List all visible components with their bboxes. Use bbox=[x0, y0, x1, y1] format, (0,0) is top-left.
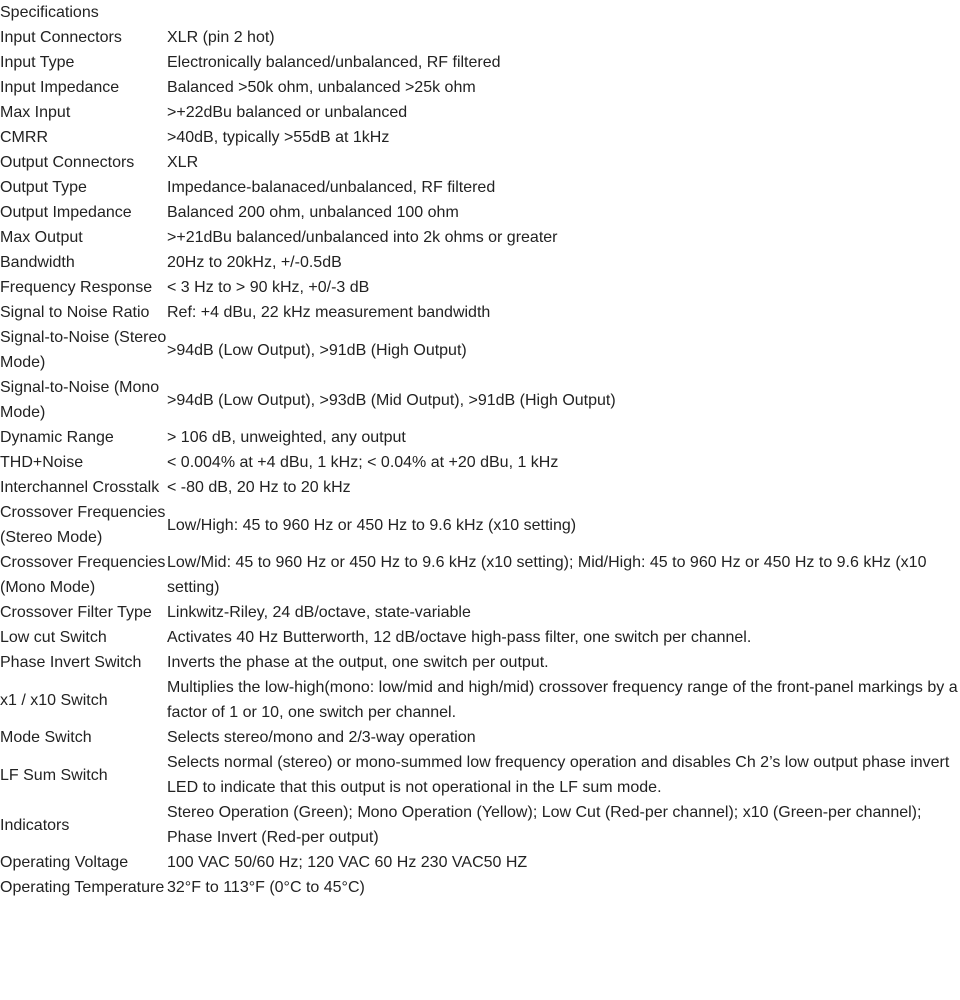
spec-row bbox=[0, 650, 960, 675]
spec-row bbox=[0, 750, 960, 800]
spec-label: Input Impedance bbox=[0, 79, 120, 96]
spec-label: x1 / x10 Switch bbox=[0, 691, 108, 709]
spec-row bbox=[0, 600, 960, 625]
spec-row bbox=[0, 50, 960, 75]
spec-label: Dynamic Range bbox=[0, 429, 114, 446]
spec-value: Linkwitz-Riley, 24 dB/octave, state-variable bbox=[167, 604, 471, 621]
spec-row bbox=[0, 800, 960, 850]
spec-label: Output Connectors bbox=[0, 154, 135, 171]
spec-heading: Specifications bbox=[0, 4, 99, 21]
spec-label: Signal-to-Noise (Stereo Mode) bbox=[0, 329, 167, 371]
spec-row bbox=[0, 300, 960, 325]
spec-row bbox=[0, 100, 960, 125]
spec-row bbox=[0, 625, 960, 650]
spec-value: Inverts the phase at the output, one switch per output. bbox=[167, 654, 549, 671]
spec-label: Output Type bbox=[0, 179, 87, 196]
spec-value: >+22dBu balanced or unbalanced bbox=[167, 104, 408, 121]
spec-label: Frequency Response bbox=[0, 279, 153, 296]
spec-row bbox=[0, 875, 960, 900]
spec-table-body bbox=[0, 25, 960, 900]
spec-label: Phase Invert Switch bbox=[0, 654, 142, 671]
spec-label: Signal-to-Noise (Mono Mode) bbox=[0, 379, 160, 421]
spec-row bbox=[0, 550, 960, 600]
spec-label: THD+Noise bbox=[0, 454, 84, 471]
spec-value: 20Hz to 20kHz, +/-0.5dB bbox=[167, 254, 342, 271]
spec-row bbox=[0, 175, 960, 200]
spec-value: Electronically balanced/unbalanced, RF filtered bbox=[167, 54, 501, 71]
spec-row bbox=[0, 850, 960, 875]
spec-label: Input Connectors bbox=[0, 29, 122, 46]
spec-value: 100 VAC 50/60 Hz; 120 VAC 60 Hz 230 VAC50 HZ bbox=[167, 854, 528, 871]
spec-label: Crossover Frequencies (Mono Mode) bbox=[0, 554, 166, 596]
spec-value: < 0.004% at +4 dBu, 1 kHz; < 0.04% at +20 dBu, 1 kHz bbox=[167, 454, 559, 471]
spec-value: >40dB, typically >55dB at 1kHz bbox=[167, 129, 390, 146]
spec-label: Mode Switch bbox=[0, 729, 92, 746]
spec-value: Impedance-balanaced/unbalanced, RF filtered bbox=[167, 179, 496, 196]
spec-label: Output Impedance bbox=[0, 204, 132, 221]
spec-label: LF Sum Switch bbox=[0, 766, 108, 784]
spec-row bbox=[0, 425, 960, 450]
spec-label: Operating Temperature bbox=[0, 879, 165, 896]
spec-row bbox=[0, 475, 960, 500]
spec-label: Crossover Filter Type bbox=[0, 604, 152, 621]
spec-table bbox=[0, 25, 960, 900]
spec-value: Multiplies the low-high(mono: low/mid and high/mid) crossover frequency range of the front-panel markings by a factor of 1 or 10, one switch per channel. bbox=[167, 679, 958, 721]
spec-row bbox=[0, 450, 960, 475]
spec-value: Low/High: 45 to 960 Hz or 450 Hz to 9.6 kHz (x10 setting) bbox=[167, 516, 577, 534]
spec-row bbox=[0, 500, 960, 550]
spec-value: Balanced 200 ohm, unbalanced 100 ohm bbox=[167, 204, 459, 221]
spec-value: >+21dBu balanced/unbalanced into 2k ohms or greater bbox=[167, 229, 558, 246]
spec-row bbox=[0, 275, 960, 300]
spec-value: Balanced >50k ohm, unbalanced >25k ohm bbox=[167, 79, 476, 96]
spec-row bbox=[0, 75, 960, 100]
spec-value: Activates 40 Hz Butterworth, 12 dB/octave high-pass filter, one switch per channel. bbox=[167, 629, 752, 646]
spec-value: Low/Mid: 45 to 960 Hz or 450 Hz to 9.6 kHz (x10 setting); Mid/High: 45 to 960 Hz or 450 Hz to 9.6 kHz (x10 setting) bbox=[167, 554, 927, 596]
spec-row bbox=[0, 200, 960, 225]
spec-value: 32°F to 113°F (0°C to 45°C) bbox=[167, 879, 365, 896]
spec-row bbox=[0, 325, 960, 375]
spec-value: >94dB (Low Output), >93dB (Mid Output), >91dB (High Output) bbox=[167, 391, 616, 409]
spec-value: XLR bbox=[167, 154, 199, 171]
spec-label: Crossover Frequencies (Stereo Mode) bbox=[0, 504, 166, 546]
spec-label: Bandwidth bbox=[0, 254, 75, 271]
spec-label: Max Input bbox=[0, 104, 71, 121]
spec-label: Interchannel Crosstalk bbox=[0, 479, 160, 496]
spec-value: XLR (pin 2 hot) bbox=[167, 29, 275, 46]
spec-row bbox=[0, 375, 960, 425]
spec-row bbox=[0, 675, 960, 725]
spec-label: Max Output bbox=[0, 229, 83, 246]
spec-value: >94dB (Low Output), >91dB (High Output) bbox=[167, 341, 467, 359]
spec-row bbox=[0, 150, 960, 175]
spec-value: > 106 dB, unweighted, any output bbox=[167, 429, 406, 446]
spec-label: Input Type bbox=[0, 54, 75, 71]
spec-value: Stereo Operation (Green); Mono Operation (Yellow); Low Cut (Red-per channel); x10 (Green-per channel); Phase Invert (Red-per output) bbox=[167, 804, 922, 846]
spec-row bbox=[0, 725, 960, 750]
spec-row bbox=[0, 250, 960, 275]
spec-value: Selects stereo/mono and 2/3-way operation bbox=[167, 729, 476, 746]
spec-value: Selects normal (stereo) or mono-summed low frequency operation and disables Ch 2’s low output phase invert LED to indicate that this output is not operational in the LF sum mode. bbox=[167, 754, 950, 796]
spec-label: Indicators bbox=[0, 816, 70, 834]
spec-value: < -80 dB, 20 Hz to 20 kHz bbox=[167, 479, 351, 496]
spec-label: Low cut Switch bbox=[0, 629, 107, 646]
spec-label: Operating Voltage bbox=[0, 854, 129, 871]
spec-row bbox=[0, 25, 960, 50]
spec-row bbox=[0, 225, 960, 250]
spec-value: Ref: +4 dBu, 22 kHz measurement bandwidth bbox=[167, 304, 491, 321]
spec-label: CMRR bbox=[0, 129, 48, 146]
spec-label: Signal to Noise Ratio bbox=[0, 304, 150, 321]
spec-row bbox=[0, 125, 960, 150]
spec-value: < 3 Hz to > 90 kHz, +0/-3 dB bbox=[167, 279, 370, 296]
